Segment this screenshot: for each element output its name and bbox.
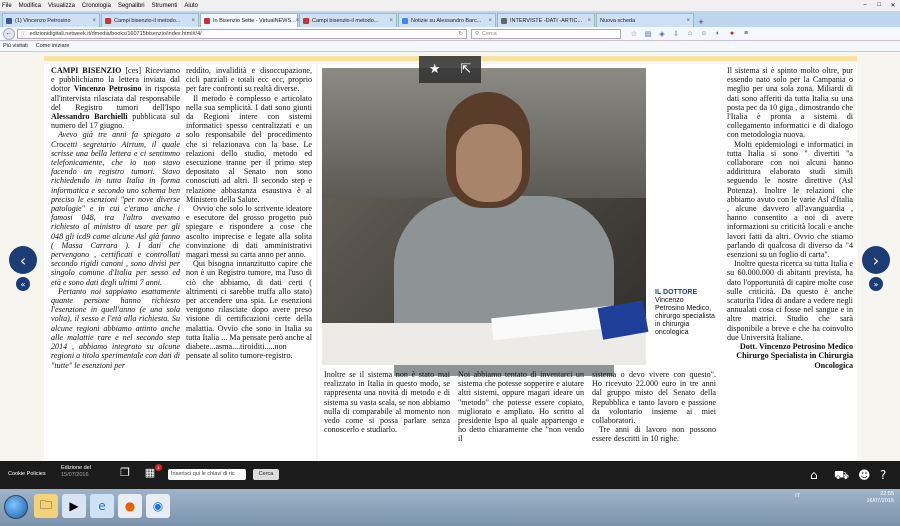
menu-file[interactable]: File	[2, 2, 12, 9]
lead-tag: [ces]	[121, 66, 145, 75]
tab-1[interactable]	[2, 13, 100, 27]
photo-caption	[655, 289, 715, 337]
last-page-button[interactable]: »	[869, 277, 883, 291]
article-column-1	[51, 66, 180, 370]
tab-5[interactable]	[398, 13, 496, 27]
media-player-icon[interactable]: ▶	[62, 494, 86, 518]
system-clock[interactable]	[866, 491, 894, 505]
tab-4[interactable]	[299, 13, 397, 27]
url-text: edizionidigitali.netweek.it/dmedia/books/160715bisenzio/index.html#/4/	[29, 30, 202, 37]
photo-face	[456, 124, 522, 202]
menu-visualizza[interactable]: Visualizza	[48, 2, 75, 9]
url-bar[interactable]	[17, 29, 467, 39]
paragraph: Molti epidemiologi e informatici in tutta Italia si sono " divertiti "a collaborare con noi alcuni hanno addirittura elaborato studi simili seguendo le nostre direttive (Asl Potenza). Inoltre le relazioni che abbiamo avuto con le varie Asl d'Italia , alcune davvero all'avanguardia , hanno consentito a noi di avere informazioni su criticità locali e anche lavori fatti da altri. Ovvio che stiamo parlando di qualcosa di diverso da "4 esenzioni su un foglio di carta".	[727, 139, 853, 260]
site-icon	[303, 18, 309, 24]
back-button[interactable]: ←	[3, 28, 15, 40]
bookmark-most-visited[interactable]: Più visitati	[3, 43, 28, 49]
close-tab-icon[interactable]: ×	[92, 17, 96, 24]
maximize-button[interactable]: □	[877, 2, 881, 8]
menu-bar	[0, 0, 900, 11]
paragraph: Ovvio che solo lo scrivente ideatore e esecutore del grosso progetto può spiegare e rispondere a cose che ascolto imprecise e legate alla solita convinzione di dati amministrativi magari messi su carta anno per anno.	[186, 204, 312, 260]
close-tab-icon[interactable]: ×	[488, 17, 492, 24]
tab-label: (1) Vincenzo Petrosino	[15, 17, 71, 24]
paragraph: Il metodo è complesso e articolato nella sua semplicità. I dati sono giunti da Regioni intere con sistemi informatici spesso centralizzati e un solo responsabile del procedimento che si relazionava con la base. Le relazioni dello studio, metodo ed esecuzione tranne per il primo step depositato al Senato non sono conosciuti ad altri. Il secondo step e relazione abbastanza esaustiva è al Ministero della Salute.	[186, 93, 312, 204]
menu-modifica[interactable]: Modifica	[18, 2, 42, 9]
addon-icon[interactable]: ◐	[715, 29, 721, 37]
close-tab-icon[interactable]: ×	[587, 17, 591, 24]
viewer-bottom-bar	[0, 461, 900, 489]
search-input[interactable]	[471, 29, 621, 39]
lead-text: in risposta all'intervista rilasciata dal responsabile del Registro tumori dell'Ispo	[51, 84, 180, 112]
prev-page-button[interactable]: ‹	[9, 246, 37, 274]
paragraph: Avevo già tre anni fa spiegato a Crocetti segretario Airtum, il quale scrisse una bella lettera e ci sentimmo telefonicamente, che io non stavo facendo un registro tumori. Stavo richiedendo in tutta Italia in forma informatica e secondo uno schema ben preciso le esenzioni "per nove diverse patologie" e in cui c'erano anche i famosi 048, tra l'altro avevamo richiesto al ministro di usare per gli 048 gli icd9 come alcune Asl già fanno ( Massa Carrara ). I dati che pervengono , certificati e controllati secondo rigidi canoni , sono divisi per singolo comune d'Italia per sesso ed età e sono dati degli ultimi 7 anni.	[51, 130, 180, 287]
search-placeholder: Cerca	[482, 30, 497, 37]
lead-name: Vincenzo Petrosino	[73, 84, 142, 94]
paragraph: reddito, invalidità e disoccupazione, cicli parziali e totali ecc ecc, proprio per fare confronti su realtà diverse.	[186, 66, 312, 94]
article-column-3	[324, 370, 450, 434]
article-column-4	[458, 370, 584, 444]
menu-segnalibri[interactable]: Segnalibri	[117, 2, 145, 9]
chrome-icon[interactable]: ◉	[146, 494, 170, 518]
tab-label: Campi bisenzio-il metodo...	[114, 17, 181, 24]
open-external-icon[interactable]: ⇱	[460, 62, 472, 77]
pages-icon[interactable]: ❐	[120, 466, 130, 479]
taskbar	[0, 489, 900, 526]
article-column-2	[186, 66, 312, 361]
tab-3-active[interactable]	[200, 13, 298, 27]
file-explorer-icon[interactable]: 🗀	[34, 494, 58, 518]
tab-label: Notizie su Alessandro Barc...	[411, 17, 482, 24]
tab-label: INTERVISTE -DATI -ARTIC...	[510, 17, 583, 24]
user-icon[interactable]: ☻	[858, 468, 871, 482]
edition-date: 15/07/2016	[61, 472, 89, 478]
close-window-button[interactable]: ✕	[890, 3, 896, 9]
paragraph: Noi abbiamo tentato di inventarci un sistema che potesse sopperire e aiutare altri sistemi, oppure magari ideare un "metodo" che potesse essere copiato, migliorato e ampliato. Ho scritto al presidente Ispo al quale appartengo e ho detto chiaramente che "non vendo il	[458, 370, 584, 444]
start-button[interactable]	[4, 495, 28, 519]
tab-label: Nuova scheda	[600, 17, 636, 24]
lead-text: pubblicata sul numero del 17 giugno.	[51, 112, 181, 131]
chat-icon[interactable]: ☺	[700, 29, 708, 37]
close-tab-icon[interactable]: ×	[389, 17, 393, 24]
new-tab-button[interactable]: +	[698, 17, 704, 27]
nav-bar	[0, 27, 900, 41]
paragraph: Qui bisogna innanzitutto capire che non è un Registro tumore, ma l'uso di ciò che abbiamo, di dati certi ( altrimenti ci sarebbe truffa allo stato) per accendere una spia. Le esenzioni vengono rilasciate dopo avere preso visione di certificazioni certe della malattia. Ovvio che sono in Italia su tutta Italia ... Ma pensate però anche al diabete...asma....tiroiditi.....non pensate al solito tumore-registro.	[186, 259, 312, 361]
notification-badge: 1	[155, 464, 162, 471]
internet-explorer-icon[interactable]: e	[90, 494, 114, 518]
tab-2[interactable]	[101, 13, 199, 27]
search-icon: ⚲	[475, 30, 480, 37]
close-tab-icon[interactable]: ×	[191, 17, 195, 24]
paragraph: Il sistema si è spinto molto oltre, pur essendo nato solo per la Campania o meglio per una sola zona. Miliardi di dati sono afferiti da tutta Italia su una posta pec da 10 giga , dimostrando che l'Italia è pronta a sistemi di collegamento informatici e di dialogo con metodologia nuova.	[727, 66, 853, 140]
help-icon[interactable]: ?	[880, 468, 887, 482]
photo-desk	[322, 323, 646, 365]
edition-info[interactable]	[61, 465, 91, 479]
lock-icon: ⓘ	[21, 31, 27, 38]
doctor-photo	[322, 68, 646, 365]
paragraph: Inoltre se il sistema non è stato mai realizzato in Italia in questo modo, se rappresenta una novità di metodo e di sistema su vasta scala, se non abbiamo nulla di comparabile al momento non vedo come si possa parlare senza conoscerlo e studiarlo.	[324, 370, 450, 435]
download-icon[interactable]: ⇩	[673, 30, 679, 38]
flipbook-viewer	[0, 52, 900, 461]
reload-icon[interactable]: ↻	[458, 30, 463, 37]
bookmark-getting-started[interactable]: Come iniziare	[35, 43, 70, 49]
page-left	[44, 64, 316, 461]
page-right	[318, 64, 857, 461]
first-page-button[interactable]: «	[16, 277, 30, 291]
paragraph: Pertanto noi sappiamo esattamente quante persone hanno richiesto l'esenzione in quell'anno (e una sola volta), il sesso e l'età alla richiesta. Su alcune regioni abbiamo attinto anche alle malattie rare e nel secondo step 2014 , abbiamo integrato su alcune regioni a titolo sperimentale con dati di "tutte" le esenzioni per	[51, 286, 180, 370]
menu-icon[interactable]: ≡	[743, 29, 749, 37]
lead-city: CAMPI BISENZIO	[51, 66, 122, 75]
cart-icon[interactable]: ⛟	[834, 468, 850, 482]
tab-bar	[0, 11, 900, 27]
bookmarks-bar	[0, 41, 900, 52]
menu-strumenti[interactable]: Strumenti	[151, 2, 178, 9]
lead-text: Riceviamo e pubblichiamo la lettera inviata dal dottor	[51, 66, 180, 94]
window-controls	[858, 2, 900, 9]
next-page-button[interactable]: ›	[862, 246, 890, 274]
article-column-5	[592, 370, 716, 444]
edition-label: Edizione del	[61, 465, 91, 471]
lead-name: Alessandro Barchielli	[51, 112, 128, 122]
lead-paragraph	[51, 66, 180, 130]
pocket-icon[interactable]: ◈	[659, 30, 665, 38]
home-icon[interactable]: ⌂	[810, 468, 818, 482]
firefox-icon[interactable]: ●	[118, 494, 142, 518]
menu-cronologia[interactable]: Cronologia	[81, 2, 111, 9]
menu-aiuto[interactable]: Aiuto	[184, 2, 199, 9]
home-icon[interactable]: ⌂	[687, 29, 693, 37]
tab-6[interactable]	[497, 13, 595, 27]
signature: Dott. Vincenzo Petrosino Medico Chirurgo Specialista in Chirurgia Oncologica	[736, 342, 853, 370]
caption-text: Vincenzo Petrosino Medico, chirurgo specialista in chirurgia oncologica	[655, 297, 715, 336]
clock-date: 16/07/2016	[866, 498, 894, 504]
google-icon	[402, 18, 408, 24]
close-tab-icon[interactable]: ×	[686, 17, 690, 24]
site-icon	[204, 18, 210, 24]
star-icon[interactable]: ★	[428, 62, 441, 77]
minimize-button[interactable]: –	[863, 2, 867, 8]
tab-7[interactable]	[596, 13, 694, 27]
toolbar-icons	[627, 30, 753, 38]
paragraph: sistema o devo vivere con questo". Ho ricevuto 22.000 euro in tre anni dal gruppo misto del Senato della Repubblica e tanto lavoro e passione da volontario insieme ai miei collaboratori.	[592, 370, 716, 426]
archive-icon[interactable]: ▦	[144, 466, 156, 479]
reading-list-icon[interactable]: ▤	[644, 30, 652, 38]
caption-title: IL DOTTORE	[655, 289, 698, 296]
close-tab-icon[interactable]: ×	[295, 17, 300, 24]
tab-label: In Bisenzio Sette - VirtualNEWS...	[213, 17, 296, 24]
site-icon	[105, 18, 111, 24]
facebook-icon	[6, 18, 12, 24]
image-toolbox	[419, 56, 481, 83]
bookmark-star-icon[interactable]: ☆	[630, 30, 638, 38]
edition-search-input[interactable]: Inserisci qui le chiavi di ric	[168, 469, 246, 480]
edition-search-button[interactable]: Cerca	[253, 469, 279, 480]
clock-time: 22:55	[880, 491, 894, 497]
site-icon	[501, 18, 507, 24]
paragraph: Tre anni di lavoro non possono essere descritti in 10 righe.	[592, 425, 716, 444]
cookie-policies-link[interactable]: Cookie Policies	[8, 471, 46, 477]
language-indicator[interactable]: IT	[795, 493, 800, 499]
article-column-6	[727, 66, 853, 370]
tab-label: Campi bisenzio-il metodo...	[312, 17, 379, 24]
paragraph: Inoltre questa ricerca su tutta Italia e su 60.000.000 di abitanti prevista, ha dato l'opportunità di capire molte cose sulle criticità. Da questo è anche scaturita l'idea di andare a vedere negli annualati cosa ci fosse nel sangue e in altre matrici. Studio che sarà disponibile a breve e che ha coinvolto due Università Italiane.	[727, 259, 853, 342]
pinterest-icon[interactable]: ●	[729, 29, 735, 37]
